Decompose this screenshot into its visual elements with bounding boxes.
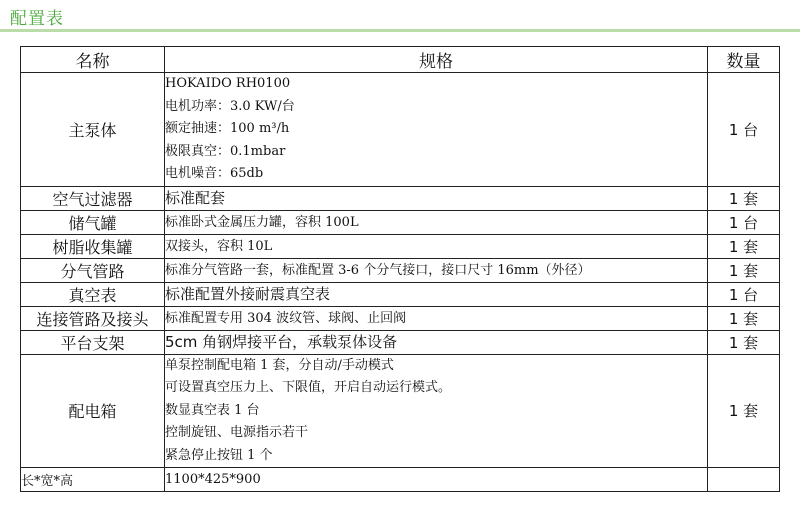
row-name: 空气过滤器 <box>21 186 165 210</box>
row-spec: 标准卧式金属压力罐，容积 100L <box>165 210 708 234</box>
row-spec: 双接头，容积 10L <box>165 234 708 258</box>
spec-line: 控制旋钮、电源指示若干 <box>165 425 309 440</box>
spec-line: 单泵控制配电箱 1 套，分自动/手动模式 <box>165 357 394 373</box>
table-row <box>21 73 780 187</box>
row-qty: 1 套 <box>708 234 780 258</box>
spec-line: 电机噪音：65db <box>165 166 264 181</box>
table-header-row <box>21 47 780 73</box>
spec-line: HOKAIDO RH0100 <box>165 76 291 91</box>
table-row <box>21 306 780 330</box>
row-spec <box>165 73 708 187</box>
config-table <box>20 46 780 492</box>
row-spec: 标准配置外接耐震真空表 <box>165 282 708 306</box>
table-row <box>21 210 780 234</box>
table-row <box>21 330 780 354</box>
row-spec: 标准配置专用 304 波纹管、球阀、止回阀 <box>165 306 708 330</box>
row-name: 分气管路 <box>21 258 165 282</box>
row-qty: 1 台 <box>708 210 780 234</box>
row-qty: 1 套 <box>708 186 780 210</box>
table-row <box>21 186 780 210</box>
row-name: 连接管路及接头 <box>21 306 165 330</box>
page-title: 配置表 <box>10 9 64 29</box>
row-name: 主泵体 <box>21 73 165 187</box>
table-row <box>21 234 780 258</box>
table-row <box>21 468 780 492</box>
row-name: 树脂收集罐 <box>21 234 165 258</box>
spec-line: 电机功率：3.0 KW/台 <box>165 98 295 114</box>
row-qty: 1 套 <box>708 258 780 282</box>
row-qty: 1 台 <box>708 73 780 187</box>
row-qty: 1 套 <box>708 354 780 468</box>
row-spec: 1100*425*900 <box>165 468 708 492</box>
spec-line: 紧急停止按钮 1 个 <box>165 447 273 463</box>
row-spec: 5cm 角钢焊接平台，承载泵体设备 <box>165 330 708 354</box>
header-spec: 规格 <box>165 47 708 73</box>
table-row <box>21 258 780 282</box>
row-qty: 1 套 <box>708 330 780 354</box>
row-spec <box>165 354 708 468</box>
header-name: 名称 <box>21 47 165 73</box>
spec-line: 极限真空：0.1mbar <box>165 143 286 159</box>
row-name: 长*宽*高 <box>21 468 165 492</box>
row-name: 配电箱 <box>21 354 165 468</box>
row-qty: 1 套 <box>708 306 780 330</box>
row-spec: 标准配套 <box>165 186 708 210</box>
table-row <box>21 282 780 306</box>
spec-line: 额定抽速：100 m³/h <box>165 121 290 136</box>
row-qty <box>708 468 780 492</box>
row-name: 储气罐 <box>21 210 165 234</box>
spec-line: 可设置真空压力上、下限值，开启自动运行模式。 <box>165 380 452 395</box>
row-name: 平台支架 <box>21 330 165 354</box>
row-name: 真空表 <box>21 282 165 306</box>
table-row <box>21 354 780 468</box>
header-qty: 数量 <box>708 47 780 73</box>
row-spec: 标准分气管路一套，标准配置 3-6 个分气接口，接口尺寸 16mm（外径） <box>165 258 708 282</box>
spec-line: 数显真空表 1 台 <box>165 402 260 418</box>
row-qty: 1 台 <box>708 282 780 306</box>
title-divider <box>0 29 800 32</box>
